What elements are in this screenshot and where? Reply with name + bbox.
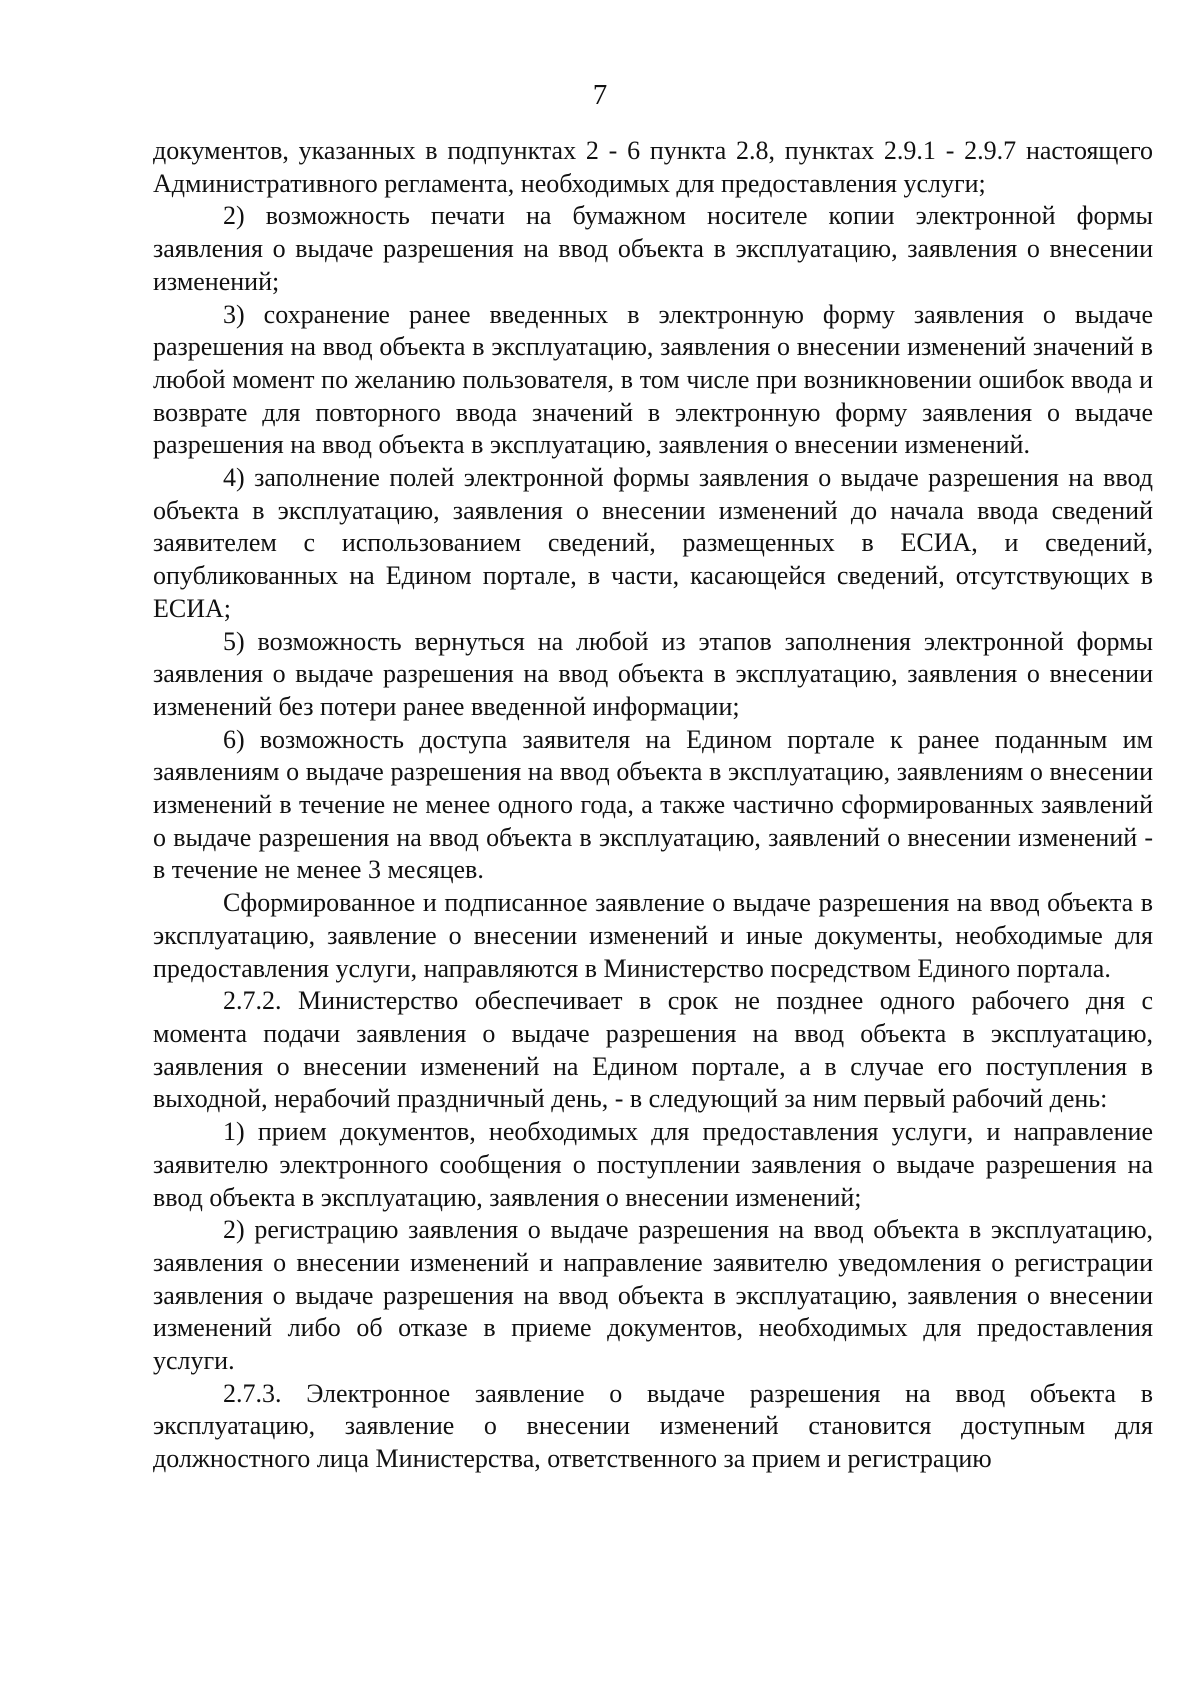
paragraph-signed-application-submission: Сформированное и подписанное заявление о выдаче разрешения на ввод объекта в эксплуатацию, заявление о внесении изменений и иные документы, необходимые для предоставления услуги, направляются в Министерство посредством Единого портала. — [153, 888, 1153, 983]
paragraph-2-7-2-item-1: 1) прием документов, необходимых для предоставления услуги, и направление заявителю электронного сообщения о поступлении заявления о выдаче разрешения на ввод объекта в эксплуатацию, заявления о внесении изменений; — [153, 1117, 1153, 1212]
paragraph-item-4-autofill-fields: 4) заполнение полей электронной формы заявления о выдаче разрешения на ввод объекта в эксплуатацию, заявления о внесении изменений до начала ввода сведений заявителем с использованием сведений, размещенных в ЕСИА, и сведений, опубликованных на Едином портале, в части, касающейся сведений, отсутствующих в ЕСИА; — [153, 463, 1153, 623]
paragraph-item-6-access-applications: 6) возможность доступа заявителя на Едином портале к ранее поданным им заявлениям о выдаче разрешения на ввод объекта в эксплуатацию, заявлениям о внесении изменений в течение не менее одного года, а также частично сформированных заявлений о выдаче разрешения на ввод объекта в эксплуатацию, заявлений о внесении изменений - в течение не менее 3 месяцев. — [153, 724, 1153, 885]
page-number: 7 — [592, 79, 608, 111]
document-body — [153, 135, 1153, 1476]
paragraph-2-7-2-item-2: 2) регистрацию заявления о выдаче разрешения на ввод объекта в эксплуатацию, заявления о внесении изменений и направление заявителю уведомления о регистрации заявления о выдаче разрешения на ввод объекта в эксплуатацию, заявления о внесении изменений либо об отказе в приеме документов, необходимых для предоставления услуги. — [153, 1215, 1153, 1376]
paragraph-item-2-print-copy: 2) возможность печати на бумажном носителе копии электронной формы заявления о выдаче разрешения на ввод объекта в эксплуатацию, заявления о внесении изменений; — [153, 201, 1153, 296]
paragraph-item-3-save-values: 3) сохранение ранее введенных в электронную форму заявления о выдаче разрешения на ввод объекта в эксплуатацию, заявления о внесении изменений значений в любой момент по желанию пользователя, в том числе при возникновении ошибок ввода и возврате для повторного ввода значений в электронную форму заявления о выдаче разрешения на ввод объекта в эксплуатацию, заявления о внесении изменений. — [153, 299, 1153, 460]
paragraph-section-2-7-2: 2.7.2. Министерство обеспечивает в срок не позднее одного рабочего дня с момента подачи заявления о выдаче разрешения на ввод объекта в эксплуатацию, заявления о внесении изменений на Едином портале, а в случае его поступления в выходной, нерабочий праздничный день, - в следующий за ним первый рабочий день: — [153, 986, 1153, 1114]
paragraph-section-2-7-3: 2.7.3. Электронное заявление о выдаче разрешения на ввод объекта в эксплуатацию, заявление о внесении изменений становится доступным для должностного лица Министерства, ответственного за прием и регистрацию — [153, 1378, 1153, 1474]
paragraph-item-5-return-to-step: 5) возможность вернуться на любой из этапов заполнения электронной формы заявления о выдаче разрешения на ввод объекта в эксплуатацию, заявления о внесении изменений без потери ранее введенной информации; — [153, 626, 1153, 721]
paragraph-documents-list-continuation: документов, указанных в подпунктах 2 - 6 пункта 2.8, пунктах 2.9.1 - 2.9.7 настоящего Административного регламента, необходимых для предоставления услуги; — [153, 136, 1153, 198]
